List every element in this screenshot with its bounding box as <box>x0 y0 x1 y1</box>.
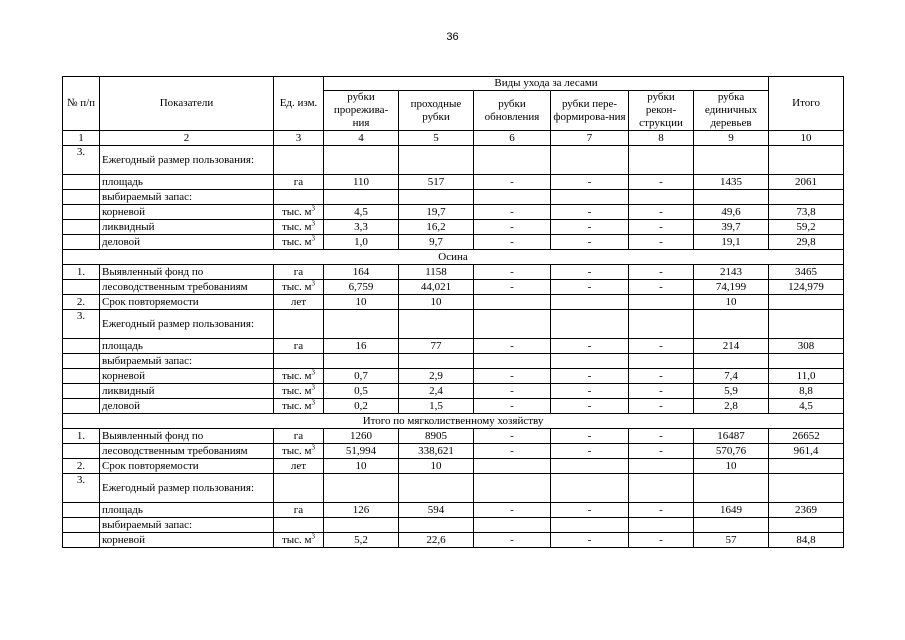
row-value <box>769 459 844 474</box>
row-value: - <box>474 444 551 459</box>
row-value: - <box>551 384 629 399</box>
row-value: 308 <box>769 339 844 354</box>
row-unit: га <box>274 429 324 444</box>
unit-text: тыс. м <box>281 205 312 218</box>
row-value <box>629 354 694 369</box>
unit-superscript: 3 <box>311 368 316 376</box>
row-number <box>63 399 100 414</box>
unit-text: тыс. м <box>281 384 312 397</box>
page-number: 36 <box>446 31 459 43</box>
row-value: - <box>629 280 694 295</box>
table-body <box>63 146 844 548</box>
table-row <box>63 503 844 518</box>
row-value: - <box>551 369 629 384</box>
row-value: 11,0 <box>769 369 844 384</box>
row-value: - <box>474 429 551 444</box>
row-indicator: корневой <box>100 369 274 384</box>
row-number <box>63 444 100 459</box>
row-number <box>63 220 100 235</box>
row-value: 4,5 <box>769 399 844 414</box>
row-value: 5,2 <box>324 533 399 548</box>
row-value: 10 <box>324 295 399 310</box>
row-value: 16,2 <box>399 220 474 235</box>
row-value: 594 <box>399 503 474 518</box>
row-indicator: деловой <box>100 235 274 250</box>
row-value <box>694 354 769 369</box>
row-value: 1158 <box>399 265 474 280</box>
row-value: 8905 <box>399 429 474 444</box>
row-value: 1435 <box>694 175 769 190</box>
header-col-passage: проходные рубки <box>399 91 474 131</box>
row-value <box>551 518 629 533</box>
row-value: 19,7 <box>399 205 474 220</box>
row-value: 1,5 <box>399 399 474 414</box>
row-value <box>474 146 551 175</box>
row-value: 10 <box>399 295 474 310</box>
table-row <box>63 310 844 339</box>
unit-superscript: 3 <box>311 398 316 406</box>
row-value: 16 <box>324 339 399 354</box>
row-value <box>551 310 629 339</box>
unit-superscript: 3 <box>311 383 316 391</box>
row-number <box>63 235 100 250</box>
row-value: - <box>551 175 629 190</box>
row-value: - <box>629 235 694 250</box>
unit-text: тыс. м <box>281 220 312 233</box>
row-value: 338,621 <box>399 444 474 459</box>
row-value <box>694 146 769 175</box>
row-value <box>629 310 694 339</box>
row-value <box>324 146 399 175</box>
unit-text: тыс. м <box>281 444 312 457</box>
header-col-thinning: рубки прорежива-ния <box>324 91 399 131</box>
row-value: - <box>474 503 551 518</box>
row-value: - <box>551 235 629 250</box>
row-value <box>629 295 694 310</box>
row-value: 73,8 <box>769 205 844 220</box>
row-unit <box>274 190 324 205</box>
unit-text: тыс. м <box>281 235 312 248</box>
row-value: 10 <box>694 295 769 310</box>
table-row <box>63 474 844 503</box>
row-value <box>769 146 844 175</box>
row-value: 74,199 <box>694 280 769 295</box>
unit-superscript: 3 <box>311 532 316 540</box>
header-total: Итого <box>769 77 844 131</box>
row-indicator: площадь <box>100 175 274 190</box>
row-unit <box>274 444 324 459</box>
row-value: 1260 <box>324 429 399 444</box>
row-value: 1649 <box>694 503 769 518</box>
table-row <box>63 339 844 354</box>
row-value: 10 <box>399 459 474 474</box>
row-value: 110 <box>324 175 399 190</box>
header-unit: Ед. изм. <box>274 77 324 131</box>
row-number <box>63 339 100 354</box>
row-number: 2. <box>63 459 100 474</box>
row-unit <box>274 399 324 414</box>
row-value <box>551 295 629 310</box>
col-number: 6 <box>474 131 551 146</box>
row-value <box>474 310 551 339</box>
table-row <box>63 354 844 369</box>
row-indicator: Ежегодный размер пользования: <box>100 474 274 503</box>
row-value: 0,2 <box>324 399 399 414</box>
row-number <box>63 175 100 190</box>
row-value: - <box>629 429 694 444</box>
row-value: 44,021 <box>399 280 474 295</box>
col-number: 3 <box>274 131 324 146</box>
row-value: - <box>551 429 629 444</box>
row-value: - <box>551 444 629 459</box>
table-row <box>63 518 844 533</box>
row-value: - <box>474 220 551 235</box>
row-value: 3465 <box>769 265 844 280</box>
row-value: - <box>629 339 694 354</box>
row-number: 3. <box>63 310 100 339</box>
row-value: 49,6 <box>694 205 769 220</box>
header-col-renewal: рубки обновления <box>474 91 551 131</box>
row-number <box>63 280 100 295</box>
row-number: 2. <box>63 295 100 310</box>
row-value: 10 <box>324 459 399 474</box>
row-value: - <box>629 205 694 220</box>
row-value <box>769 474 844 503</box>
row-value: 77 <box>399 339 474 354</box>
row-value: - <box>551 280 629 295</box>
row-unit: га <box>274 503 324 518</box>
row-value: 0,5 <box>324 384 399 399</box>
row-number <box>63 354 100 369</box>
row-value <box>399 146 474 175</box>
row-value: - <box>551 533 629 548</box>
row-value: 84,8 <box>769 533 844 548</box>
row-indicator: Срок повторяемости <box>100 295 274 310</box>
row-value: - <box>474 205 551 220</box>
row-value <box>629 518 694 533</box>
header-col-single-trees: рубка единичных деревьев <box>694 91 769 131</box>
row-unit <box>274 533 324 548</box>
row-unit <box>274 220 324 235</box>
row-value: 29,8 <box>769 235 844 250</box>
row-value: - <box>629 444 694 459</box>
row-value: 7,4 <box>694 369 769 384</box>
row-value: - <box>629 175 694 190</box>
row-value: - <box>474 175 551 190</box>
row-unit <box>274 146 324 175</box>
table-row <box>63 384 844 399</box>
row-value: - <box>474 533 551 548</box>
row-unit <box>274 518 324 533</box>
row-value: 2143 <box>694 265 769 280</box>
row-value: 1,0 <box>324 235 399 250</box>
row-value: 570,76 <box>694 444 769 459</box>
row-number: 1. <box>63 265 100 280</box>
row-value: 6,759 <box>324 280 399 295</box>
unit-text: тыс. м <box>281 399 312 412</box>
row-value: 124,979 <box>769 280 844 295</box>
row-number <box>63 369 100 384</box>
table-row <box>63 295 844 310</box>
row-number <box>63 533 100 548</box>
table-row <box>63 190 844 205</box>
row-value: - <box>474 265 551 280</box>
unit-superscript: 3 <box>311 234 316 242</box>
row-value <box>694 190 769 205</box>
row-value: - <box>474 339 551 354</box>
unit-superscript: 3 <box>311 219 316 227</box>
table-row <box>63 399 844 414</box>
row-value: 2369 <box>769 503 844 518</box>
row-value: - <box>629 220 694 235</box>
row-value <box>629 146 694 175</box>
row-indicator: лесоводственным требованиям <box>100 444 274 459</box>
col-number: 8 <box>629 131 694 146</box>
row-indicator: ликвидный <box>100 384 274 399</box>
row-unit <box>274 205 324 220</box>
row-value: - <box>474 384 551 399</box>
row-indicator: выбираемый запас: <box>100 354 274 369</box>
row-value <box>551 146 629 175</box>
row-value: - <box>551 205 629 220</box>
table-row <box>63 444 844 459</box>
row-value: 961,4 <box>769 444 844 459</box>
row-value <box>474 190 551 205</box>
row-value <box>324 474 399 503</box>
unit-text: тыс. м <box>281 369 312 382</box>
row-value <box>474 295 551 310</box>
row-unit: лет <box>274 295 324 310</box>
row-unit <box>274 354 324 369</box>
unit-superscript: 3 <box>311 279 316 287</box>
row-value: 4,5 <box>324 205 399 220</box>
section-row <box>63 250 844 265</box>
row-value: 22,6 <box>399 533 474 548</box>
row-indicator: Выявленный фонд по <box>100 429 274 444</box>
row-value <box>551 459 629 474</box>
row-number <box>63 205 100 220</box>
row-value <box>551 190 629 205</box>
row-indicator: площадь <box>100 339 274 354</box>
row-value: - <box>551 220 629 235</box>
row-value: 16487 <box>694 429 769 444</box>
row-value <box>769 190 844 205</box>
header-num: № п/п <box>63 77 100 131</box>
row-value <box>694 518 769 533</box>
row-value: - <box>551 265 629 280</box>
row-indicator: Срок повторяемости <box>100 459 274 474</box>
row-indicator: корневой <box>100 205 274 220</box>
row-value <box>474 459 551 474</box>
row-value <box>324 190 399 205</box>
row-value: 2,4 <box>399 384 474 399</box>
row-value: 2,8 <box>694 399 769 414</box>
row-number: 3. <box>63 474 100 503</box>
section-title: Итого по мягколиственному хозяйству <box>63 414 844 429</box>
table-row <box>63 175 844 190</box>
row-value: 2,9 <box>399 369 474 384</box>
row-value: - <box>474 399 551 414</box>
row-value: - <box>551 339 629 354</box>
table-row <box>63 220 844 235</box>
table-row <box>63 429 844 444</box>
row-unit <box>274 384 324 399</box>
row-value <box>399 190 474 205</box>
row-unit <box>274 235 324 250</box>
row-value: - <box>551 503 629 518</box>
header-col-reconstruction: рубки рекон-струкции <box>629 91 694 131</box>
row-number <box>63 190 100 205</box>
col-number: 4 <box>324 131 399 146</box>
row-indicator: Выявленный фонд по <box>100 265 274 280</box>
row-value: 39,7 <box>694 220 769 235</box>
row-unit <box>274 280 324 295</box>
section-title: Осина <box>63 250 844 265</box>
row-indicator: корневой <box>100 533 274 548</box>
table-row <box>63 369 844 384</box>
row-value: 57 <box>694 533 769 548</box>
row-value: 19,1 <box>694 235 769 250</box>
row-value: 10 <box>694 459 769 474</box>
header-col-reformation: рубки пере-формирова-ния <box>551 91 629 131</box>
row-value: - <box>474 235 551 250</box>
row-number <box>63 518 100 533</box>
row-value: - <box>629 503 694 518</box>
row-value: 5,9 <box>694 384 769 399</box>
row-value <box>629 190 694 205</box>
row-value <box>769 310 844 339</box>
row-unit <box>274 310 324 339</box>
row-value <box>399 354 474 369</box>
row-value <box>474 474 551 503</box>
row-value: - <box>629 384 694 399</box>
col-number: 7 <box>551 131 629 146</box>
row-value: 164 <box>324 265 399 280</box>
row-value <box>551 474 629 503</box>
col-number: 1 <box>63 131 100 146</box>
table-row <box>63 205 844 220</box>
row-indicator: деловой <box>100 399 274 414</box>
row-value: - <box>551 399 629 414</box>
row-indicator: площадь <box>100 503 274 518</box>
row-value: - <box>629 533 694 548</box>
header-group: Виды ухода за лесами <box>324 77 769 91</box>
table-row <box>63 235 844 250</box>
row-value: 126 <box>324 503 399 518</box>
row-unit <box>274 369 324 384</box>
row-indicator: лесоводственным требованиям <box>100 280 274 295</box>
row-value: 8,8 <box>769 384 844 399</box>
row-indicator: выбираемый запас: <box>100 190 274 205</box>
row-value <box>769 518 844 533</box>
row-value: 517 <box>399 175 474 190</box>
row-value: 51,994 <box>324 444 399 459</box>
row-value <box>399 518 474 533</box>
col-number: 10 <box>769 131 844 146</box>
row-value <box>399 474 474 503</box>
row-value <box>769 295 844 310</box>
header-indicator: Показатели <box>100 77 274 131</box>
section-row <box>63 414 844 429</box>
row-value: 9,7 <box>399 235 474 250</box>
row-value <box>769 354 844 369</box>
row-indicator: ликвидный <box>100 220 274 235</box>
row-value: 2061 <box>769 175 844 190</box>
row-value: - <box>474 369 551 384</box>
row-value <box>474 354 551 369</box>
row-value: - <box>629 369 694 384</box>
table-row <box>63 265 844 280</box>
row-value: - <box>629 399 694 414</box>
row-unit: лет <box>274 459 324 474</box>
row-value <box>474 518 551 533</box>
row-value <box>324 354 399 369</box>
row-value: 214 <box>694 339 769 354</box>
unit-text: тыс. м <box>281 280 312 293</box>
row-number: 1. <box>63 429 100 444</box>
row-value <box>324 518 399 533</box>
row-value <box>399 310 474 339</box>
row-indicator: выбираемый запас: <box>100 518 274 533</box>
row-value: 3,3 <box>324 220 399 235</box>
row-unit: га <box>274 265 324 280</box>
table-row <box>63 280 844 295</box>
unit-text: тыс. м <box>281 533 312 546</box>
row-value: 59,2 <box>769 220 844 235</box>
table-row <box>63 533 844 548</box>
row-value: - <box>629 265 694 280</box>
forest-care-table <box>62 76 844 548</box>
row-number: 3. <box>63 146 100 175</box>
col-number: 9 <box>694 131 769 146</box>
row-unit <box>274 474 324 503</box>
row-value: - <box>474 280 551 295</box>
row-value: 0,7 <box>324 369 399 384</box>
row-value <box>324 310 399 339</box>
row-value <box>694 474 769 503</box>
row-value <box>551 354 629 369</box>
row-value <box>629 459 694 474</box>
col-number: 5 <box>399 131 474 146</box>
table-row <box>63 459 844 474</box>
unit-superscript: 3 <box>311 204 316 212</box>
row-value: 26652 <box>769 429 844 444</box>
row-number <box>63 384 100 399</box>
row-number <box>63 503 100 518</box>
row-value <box>694 310 769 339</box>
unit-superscript: 3 <box>311 443 316 451</box>
row-unit: га <box>274 175 324 190</box>
row-value <box>629 474 694 503</box>
row-indicator: Ежегодный размер пользования: <box>100 310 274 339</box>
row-unit: га <box>274 339 324 354</box>
table-row <box>63 146 844 175</box>
row-indicator: Ежегодный размер пользования: <box>100 146 274 175</box>
col-number: 2 <box>100 131 274 146</box>
